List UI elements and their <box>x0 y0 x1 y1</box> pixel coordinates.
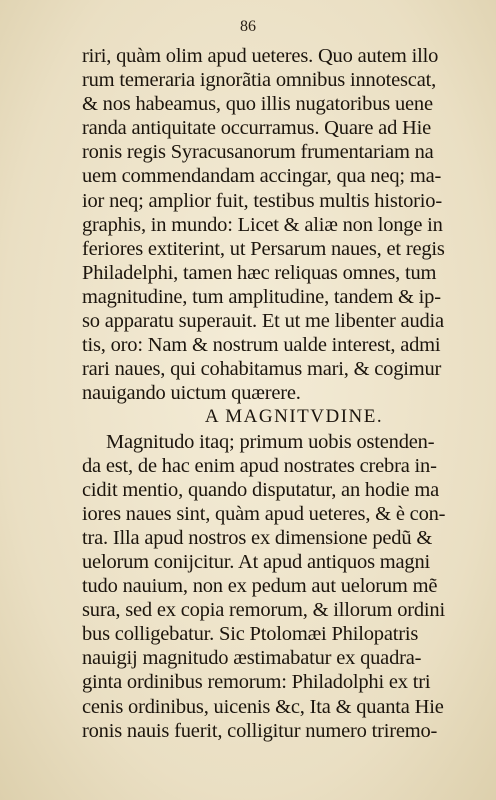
text-line: sura, sed ex copia remorum, & illorum ordini <box>82 599 445 622</box>
text-line: Philadelphi, tamen hæc reliquas omnes, tum <box>82 261 437 284</box>
text-line: ior neq; amplior fuit, testibus multis historio- <box>82 189 442 212</box>
text-block <box>82 44 486 743</box>
section-heading: A MAGNITVDINE. <box>204 406 384 428</box>
text-line: Magnitudo itaq; primum uobis ostenden- <box>106 430 435 453</box>
text-line: rum temeraria ignorãtia omnibus innotescat, <box>82 69 437 92</box>
text-line: tra. Illa apud nostros ex dimensione pedũ & <box>82 526 433 549</box>
text-line: iores naues sint, quàm apud ueteres, & è con- <box>82 502 446 525</box>
paragraph-2 <box>82 430 486 743</box>
text-line: randa antiquitate occurramus. Quare ad Hie <box>82 117 432 140</box>
text-line: ronis regis Syracusanorum frumentariam na <box>82 141 434 164</box>
text-line: nauigando uictum quærere. <box>82 382 301 405</box>
text-line: graphis, in mundo: Licet & aliæ non longe in <box>82 213 443 236</box>
text-line: tis, oro: Nam & nostrum ualde interest, admi <box>82 334 441 357</box>
text-line: ginta ordinibus remorum: Philadolphi ex tri <box>82 671 431 694</box>
text-line: so apparatu superauit. Et ut me libenter audia <box>82 310 444 333</box>
text-line: tudo nauium, non ex pedum aut uelorum mẽ <box>82 575 438 598</box>
text-line: cenis ordinibus, uicenis &c, Ita & quanta Hie <box>82 695 444 718</box>
paragraph-1 <box>82 44 486 405</box>
text-line: magnitudine, tum amplitudine, tandem & ip- <box>82 285 441 308</box>
text-line: feriores extiterint, ut Persarum naues, et regis <box>82 237 445 260</box>
text-line: rari naues, qui cohabitamus mari, & cogimur <box>82 358 442 381</box>
text-line: bus colligebatur. Sic Ptolomæi Philopatris <box>82 623 419 646</box>
text-line: & nos habeamus, quo illis nugatoribus uene <box>82 93 433 116</box>
text-line: uelorum conijcitur. At apud antiquos magni <box>82 550 431 573</box>
text-line: nauigij magnitudo æstimabatur ex quadra- <box>82 647 422 670</box>
text-line: da est, de hac enim apud nostrates crebra in- <box>82 454 437 477</box>
text-line: riri, quàm olim apud ueteres. Quo autem illo <box>82 45 439 67</box>
text-line: uem commendandam accingar, qua neq; ma- <box>82 165 442 188</box>
page-number: 86 <box>240 18 256 35</box>
text-line: ronis nauis fuerit, colligitur numero triremo- <box>82 719 438 742</box>
text-line: cidit mentio, quando disputatur, an hodie ma <box>82 478 440 501</box>
